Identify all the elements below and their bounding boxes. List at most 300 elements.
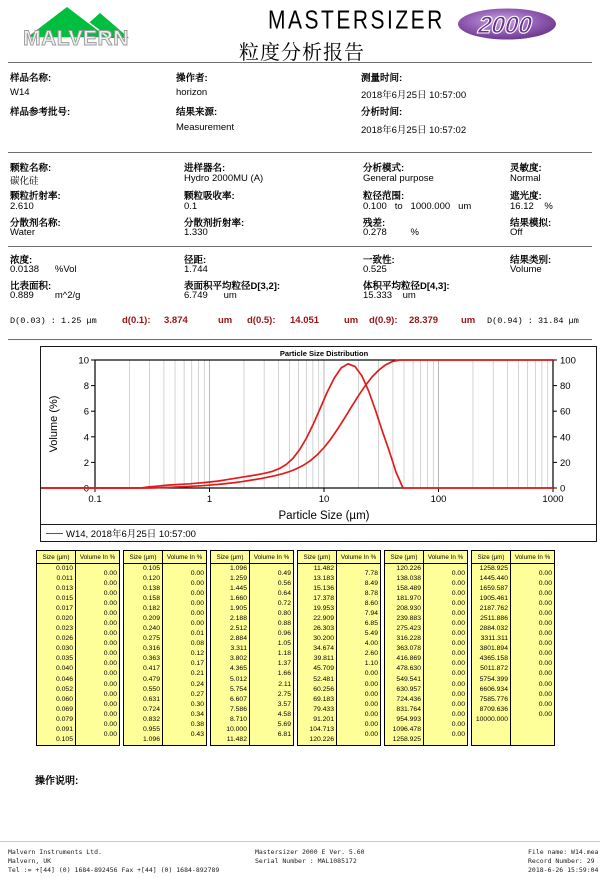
- volume-cell: 0.00: [103, 670, 117, 678]
- volume-cell: 0.27: [190, 690, 204, 698]
- size-cell: 1.096: [229, 565, 247, 572]
- field-label: 比表面积:: [10, 281, 52, 292]
- footer-line-text: Record Number: 29: [528, 857, 595, 865]
- size-cell: 208.930: [396, 605, 421, 613]
- size-cell: 6.607: [229, 695, 247, 703]
- volume-column-header: Volume In %: [427, 553, 464, 561]
- size-cell: 1.259: [229, 575, 247, 583]
- size-cell: 724.436: [396, 695, 421, 703]
- size-cell: 0.013: [55, 585, 73, 593]
- d90-label: d(0.9):: [369, 315, 398, 326]
- volume-cell: 0.00: [451, 720, 465, 728]
- field-value: Off: [510, 227, 523, 238]
- field-label: 颗粒折射率:: [10, 191, 61, 202]
- d003-value: D(0.03) : 1.25 μm: [10, 316, 97, 326]
- size-cell: 0.105: [55, 735, 73, 743]
- volume-cell: 0.00: [451, 710, 465, 718]
- right-tick-label: 60: [560, 406, 571, 418]
- size-column-header: Size (µm): [298, 551, 337, 563]
- size-table: [297, 550, 381, 746]
- footer-file-block: [528, 848, 598, 875]
- size-cell: 26.303: [313, 625, 334, 633]
- volume-cell: 3.57: [277, 700, 291, 708]
- right-tick-label: 80: [560, 381, 571, 393]
- size-cell: 0.209: [142, 615, 160, 623]
- size-cell: 1258.925: [392, 735, 421, 743]
- size-cell: 4365.158: [479, 655, 508, 663]
- size-cell: 19.953: [313, 605, 334, 613]
- volume-column: [250, 569, 293, 740]
- volume-cell: 2.75: [277, 690, 291, 698]
- volume-cell: 0.00: [103, 570, 117, 577]
- size-cell: 2.512: [229, 625, 247, 633]
- size-cell: 549.541: [396, 675, 421, 683]
- size-cell: 3.802: [229, 655, 247, 663]
- volume-cell: 0.00: [364, 670, 378, 678]
- footer-line-text: Serial Number : MAL1085172: [255, 857, 357, 865]
- size-cell: 1.096: [142, 735, 160, 743]
- size-cell: 11.482: [226, 735, 247, 743]
- volume-cell: 0.00: [538, 580, 552, 588]
- field-label: 分析模式:: [363, 163, 405, 174]
- volume-cell: 0.00: [103, 700, 117, 708]
- size-cell: 22.909: [313, 615, 334, 623]
- left-tick-label: 0: [83, 483, 89, 495]
- size-cell: 1258.925: [479, 565, 508, 572]
- report-subtitle: 粒度分析报告: [239, 42, 365, 64]
- size-cell: 0.240: [142, 625, 160, 633]
- size-cell: 104.713: [309, 725, 334, 733]
- volume-column-header: Volume In %: [79, 553, 116, 561]
- volume-cell: 0.00: [103, 680, 117, 688]
- chart-canvas: [41, 347, 594, 524]
- d50-value: 14.051: [290, 315, 320, 326]
- size-cell: 39.811: [313, 655, 334, 663]
- volume-cell: 0.38: [190, 720, 204, 728]
- field-value: 0.0138 %Vol: [10, 264, 77, 275]
- field-label: 灵敏度:: [510, 163, 542, 174]
- volume-cell: 0.00: [103, 600, 117, 608]
- volume-cell: 0.00: [364, 730, 378, 738]
- volume-cell: 8.49: [364, 580, 378, 588]
- size-cell: 69.183: [313, 695, 334, 703]
- footer-divider: [0, 841, 600, 842]
- product-title: MASTERSIZER: [268, 6, 445, 35]
- volume-cell: 0.00: [103, 620, 117, 628]
- field-value: 2018年6月25日 10:57:02: [361, 125, 467, 136]
- table-header: [37, 551, 119, 564]
- field-label: 颗粒名称:: [10, 163, 52, 174]
- field-value: 1.744: [184, 264, 208, 275]
- size-cell: 0.020: [55, 615, 73, 623]
- size-cell: 138.038: [396, 575, 421, 583]
- size-cell: 10000.000: [475, 715, 508, 723]
- size-cell: 0.017: [55, 605, 73, 613]
- field-label: 表面积平均粒径D[3,2]:: [184, 281, 281, 292]
- size-cell: 0.120: [142, 575, 160, 583]
- volume-cell: 0.08: [190, 640, 204, 648]
- volume-cell: 0.00: [451, 620, 465, 628]
- size-column-header: Size (µm): [211, 551, 250, 563]
- field-value: 2018年6月25日 10:57:00: [361, 90, 467, 101]
- left-tick-label: 8: [83, 381, 89, 393]
- d90-unit: um: [461, 315, 476, 326]
- size-column-header: Size (µm): [124, 551, 163, 563]
- size-cell: 1659.587: [479, 585, 508, 593]
- size-cell: 363.078: [396, 645, 421, 653]
- field-value: Volume: [510, 264, 542, 275]
- size-cell: 45.709: [313, 665, 334, 673]
- size-cell: 630.957: [396, 685, 421, 693]
- volume-cell: 0.00: [103, 720, 117, 728]
- field-value: 0.889 m^2/g: [10, 290, 81, 301]
- size-table: [384, 550, 468, 746]
- size-cell: 0.060: [55, 695, 73, 703]
- size-cell: 8709.636: [479, 705, 508, 713]
- volume-cell: 1.10: [364, 660, 378, 668]
- size-column-header: Size (µm): [385, 551, 424, 563]
- field-value: horizon: [176, 87, 208, 98]
- size-cell: 0.158: [142, 595, 160, 603]
- field-label: 体积平均粒径D[4,3]:: [363, 281, 450, 292]
- volume-cell: 0.24: [190, 680, 204, 688]
- size-cell: 79.433: [313, 705, 334, 713]
- size-cell: 0.030: [55, 645, 73, 653]
- size-cell: 0.040: [55, 665, 73, 673]
- size-column: [37, 564, 76, 745]
- volume-cell: 0.00: [451, 580, 465, 588]
- size-cell: 3.311: [230, 645, 247, 653]
- field-label: 残差:: [363, 218, 386, 229]
- d10-unit: um: [218, 315, 233, 326]
- size-cell: 30.200: [313, 635, 334, 643]
- size-cell: 0.316: [142, 645, 160, 653]
- size-cell: 0.138: [142, 585, 160, 593]
- size-cell: 6606.934: [479, 685, 508, 693]
- chart-title: Particle Size Distribution: [279, 349, 369, 358]
- volume-cell: 0.21: [190, 670, 204, 678]
- size-cell: 0.417: [142, 665, 160, 673]
- table-header: [211, 551, 293, 564]
- volume-cell: 2.60: [364, 650, 378, 658]
- volume-cell: 0.00: [190, 580, 204, 588]
- size-column-header: Size (µm): [472, 551, 511, 563]
- field-label: 测量时间:: [361, 73, 403, 84]
- footer-line-text: Malvern, UK: [8, 857, 52, 865]
- volume-column: [424, 569, 467, 740]
- right-tick-label: 100: [560, 355, 576, 367]
- malvern-logo: [16, 2, 134, 48]
- field-label: 操作者:: [176, 73, 208, 84]
- volume-cell: 0.00: [451, 570, 465, 577]
- volume-cell: 0.00: [538, 600, 552, 608]
- volume-cell: 0.00: [364, 680, 378, 688]
- volume-cell: 0.00: [190, 600, 204, 608]
- size-column: [472, 564, 511, 745]
- mastersizer-2000-badge: [456, 7, 558, 41]
- volume-cell: 0.96: [277, 630, 291, 638]
- size-cell: 0.832: [142, 715, 160, 723]
- volume-cell: 0.00: [451, 680, 465, 688]
- volume-column: [163, 569, 206, 740]
- footer-line-text: Tel := +[44] (0) 1684-892456 Fax +[44] (0) 1684-892789: [8, 866, 220, 874]
- size-table: [36, 550, 120, 746]
- size-cell: 416.869: [396, 655, 421, 663]
- volume-column: [76, 569, 119, 740]
- field-value: 0.1: [184, 201, 198, 212]
- volume-cell: 0.00: [451, 590, 465, 598]
- volume-cell: 0.00: [364, 720, 378, 728]
- size-cell: 2511.886: [480, 615, 508, 623]
- size-cell: 0.046: [55, 675, 73, 683]
- volume-cell: 0.12: [190, 650, 204, 658]
- size-cell: 17.378: [313, 595, 334, 603]
- volume-column: [337, 569, 380, 740]
- size-cell: 7.586: [229, 705, 247, 713]
- footer-company-block: [8, 848, 219, 875]
- x-tick-label: 1: [206, 494, 213, 505]
- size-cell: 5.012: [229, 675, 247, 683]
- logo-brand-text: MALVERN: [23, 27, 129, 48]
- volume-cell: 0.00: [103, 630, 117, 638]
- cumulative-curve: [41, 360, 553, 488]
- field-value: W14: [10, 87, 30, 98]
- volume-cell: 0.72: [277, 600, 291, 608]
- field-label: 一致性:: [363, 255, 395, 266]
- volume-cell: 0.56: [277, 580, 291, 588]
- volume-cell: 0.00: [451, 690, 465, 698]
- size-column: [211, 564, 250, 745]
- size-cell: 7585.776: [479, 695, 508, 703]
- size-cell: 0.026: [55, 635, 73, 643]
- field-value: Water: [10, 227, 35, 238]
- size-cell: 13.183: [313, 575, 334, 583]
- volume-cell: 0.00: [103, 710, 117, 718]
- d10-value: 3.874: [164, 315, 188, 326]
- field-value: Normal: [510, 173, 541, 184]
- volume-cell: 0.88: [277, 620, 291, 628]
- field-value: 0.525: [363, 264, 387, 275]
- volume-cell: 2.11: [278, 680, 291, 688]
- volume-cell: 0.00: [538, 630, 552, 638]
- field-value: 0.278 %: [363, 227, 419, 238]
- size-cell: 0.363: [142, 655, 160, 663]
- size-table: [123, 550, 207, 746]
- volume-cell: 0.00: [538, 670, 552, 678]
- size-cell: 0.015: [55, 595, 73, 603]
- volume-cell: 0.00: [103, 640, 117, 648]
- volume-cell: 0.00: [190, 590, 204, 598]
- volume-cell: 0.00: [538, 590, 552, 598]
- size-cell: 0.079: [55, 715, 73, 723]
- volume-cell: 0.00: [103, 610, 117, 618]
- volume-cell: 0.00: [538, 700, 552, 708]
- footer-line-text: 2018-6-26 15:59:04: [528, 866, 599, 874]
- volume-cell: 0.00: [190, 570, 204, 577]
- field-value: 碳化硅: [10, 176, 39, 187]
- divider: [8, 246, 592, 247]
- size-cell: 0.105: [142, 565, 160, 572]
- size-table: [471, 550, 555, 746]
- legend-line-sample: [46, 533, 63, 534]
- field-label: 进样器名:: [184, 163, 226, 174]
- size-cell: 120.226: [396, 565, 421, 572]
- volume-column-header: Volume In %: [514, 553, 551, 561]
- field-value: General purpose: [363, 173, 434, 184]
- size-cell: 316.228: [396, 635, 421, 643]
- size-cell: 1.660: [229, 595, 247, 603]
- volume-cell: 0.00: [451, 630, 465, 638]
- left-tick-label: 10: [78, 355, 89, 367]
- volume-cell: 8.78: [364, 590, 378, 598]
- field-label: 结果来源:: [176, 107, 218, 118]
- chart-legend: [41, 524, 596, 541]
- size-cell: 2.884: [229, 635, 247, 643]
- volume-cell: 0.00: [451, 650, 465, 658]
- volume-cell: 0.64: [277, 590, 291, 598]
- table-header: [298, 551, 380, 564]
- volume-cell: 0.00: [103, 660, 117, 668]
- size-cell: 0.011: [56, 575, 73, 583]
- size-cell: 831.764: [396, 705, 421, 713]
- d50-label: d(0.5):: [247, 315, 276, 326]
- x-tick-label: 1000: [542, 494, 564, 505]
- size-cell: 0.479: [142, 675, 160, 683]
- volume-cell: 0.00: [538, 660, 552, 668]
- volume-cell: 0.00: [538, 610, 552, 618]
- field-label: 分散剂折射率:: [184, 218, 245, 229]
- field-label: 分析时间:: [361, 107, 403, 118]
- d10-label: d(0.1):: [122, 315, 151, 326]
- d50-unit: um: [344, 315, 359, 326]
- x-axis-title: Particle Size (µm): [278, 510, 370, 522]
- right-tick-label: 20: [560, 457, 571, 469]
- divider: [8, 152, 592, 153]
- size-cell: 5.754: [229, 685, 247, 693]
- volume-cell: 0.00: [538, 620, 552, 628]
- legend-label: W14, 2018年6月25日 10:57:00: [66, 529, 196, 540]
- field-label: 样品参考批号:: [10, 107, 71, 118]
- volume-cell: 6.81: [277, 730, 291, 738]
- field-label: 颗粒吸收率:: [184, 191, 235, 202]
- size-cell: 2187.762: [479, 605, 508, 613]
- volume-cell: 0.00: [451, 700, 465, 708]
- volume-cell: 0.00: [364, 710, 378, 718]
- volume-cell: 0.00: [451, 660, 465, 668]
- volume-cell: 0.00: [103, 650, 117, 658]
- d094-value: D(0.94) : 31.84 μm: [487, 316, 579, 326]
- volume-cell: 0.00: [451, 670, 465, 678]
- field-label: 结果模拟:: [510, 218, 552, 229]
- size-column: [385, 564, 424, 745]
- size-cell: 0.631: [142, 695, 160, 703]
- volume-cell: 1.05: [277, 640, 291, 648]
- volume-cell: 0.00: [538, 710, 552, 718]
- size-cell: 0.275: [142, 635, 160, 643]
- field-value: 6.749 um: [184, 290, 237, 301]
- volume-cell: 5.69: [277, 720, 291, 728]
- left-tick-label: 2: [83, 457, 89, 469]
- table-header: [124, 551, 206, 564]
- table-header: [472, 551, 554, 564]
- field-value: 0.100 to 1000.000 um: [363, 201, 472, 212]
- field-value: 1.330: [184, 227, 208, 238]
- volume-cell: 0.00: [103, 690, 117, 698]
- field-value: 15.333 um: [363, 290, 416, 301]
- volume-column: [511, 569, 554, 720]
- size-cell: 10.000: [226, 725, 247, 733]
- size-cell: 0.955: [142, 725, 160, 733]
- field-label: 结果类别:: [510, 255, 552, 266]
- volume-cell: 0.34: [190, 710, 204, 718]
- size-cell: 0.550: [142, 685, 160, 693]
- size-cell: 0.010: [55, 565, 73, 572]
- volume-cell: 0.01: [190, 630, 204, 638]
- size-cell: 1445.440: [479, 575, 508, 583]
- field-value: 2.610: [10, 201, 34, 212]
- size-cell: 2.188: [229, 615, 247, 623]
- size-cell: 91.201: [313, 715, 334, 723]
- size-cell: 4.365: [229, 665, 247, 673]
- volume-cell: 6.85: [364, 620, 378, 628]
- right-tick-label: 40: [560, 432, 571, 444]
- size-column-header: Size (µm): [37, 551, 76, 563]
- size-cell: 1.445: [229, 585, 247, 593]
- size-cell: 954.993: [396, 715, 421, 723]
- size-cell: 2884.032: [479, 625, 508, 633]
- volume-cell: 0.00: [451, 640, 465, 648]
- volume-cell: 0.00: [451, 730, 465, 738]
- volume-cell: 0.49: [277, 570, 291, 577]
- volume-cell: 7.78: [364, 570, 378, 577]
- volume-cell: 0.43: [190, 730, 204, 738]
- volume-cell: 0.00: [538, 640, 552, 648]
- x-tick-label: 100: [430, 494, 447, 505]
- volume-cell: 7.94: [364, 610, 378, 618]
- size-cell: 1905.461: [479, 595, 508, 603]
- volume-cell: 0.17: [190, 660, 204, 668]
- volume-cell: 0.00: [103, 580, 117, 588]
- volume-cell: 1.66: [277, 670, 291, 678]
- field-label: 分散剂名称:: [10, 218, 61, 229]
- volume-column-header: Volume In %: [340, 553, 377, 561]
- size-cell: 3801.894: [479, 645, 508, 653]
- volume-cell: 5.49: [364, 630, 378, 638]
- size-cell: 0.182: [142, 605, 160, 613]
- d90-value: 28.379: [409, 315, 439, 326]
- right-tick-label: 0: [560, 483, 566, 495]
- volume-cell: 8.60: [364, 600, 378, 608]
- badge-2000-text: 2000: [476, 12, 534, 39]
- volume-cell: 0.00: [364, 700, 378, 708]
- size-column: [298, 564, 337, 745]
- size-cell: 0.069: [55, 705, 73, 713]
- size-cell: 34.674: [313, 645, 334, 653]
- size-table: [210, 550, 294, 746]
- footer-line-text: File name: W14.mea: [528, 848, 599, 856]
- d-values-row: [0, 314, 600, 328]
- volume-cell: 0.00: [190, 610, 204, 618]
- size-cell: 15.136: [313, 585, 334, 593]
- volume-cell: 0.00: [451, 600, 465, 608]
- left-tick-label: 4: [83, 432, 89, 444]
- size-cell: 8.710: [229, 715, 247, 723]
- volume-column-header: Volume In %: [253, 553, 290, 561]
- divider: [8, 339, 592, 340]
- size-cell: 275.423: [396, 625, 421, 633]
- size-cell: 478.630: [396, 665, 421, 673]
- x-tick-label: 0.1: [88, 494, 102, 505]
